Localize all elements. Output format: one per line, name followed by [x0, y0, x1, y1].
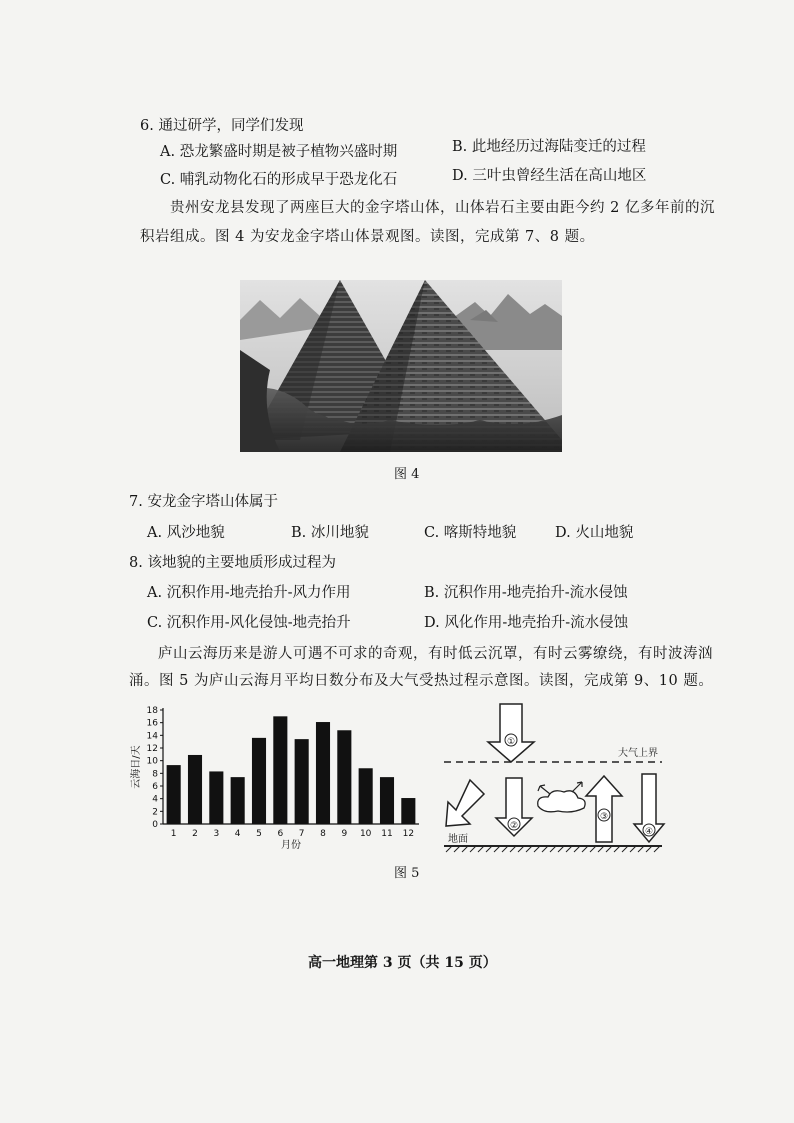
y-tick-label: 8 — [152, 769, 158, 780]
passage2-line1: 庐山云海历来是游人可遇不可求的奇观，有时低云沉罩，有时云雾缭绕，有时波涛汹 — [158, 646, 713, 662]
q6-option-a: A. 恐龙繁盛时期是被子植物兴盛时期 — [160, 144, 398, 160]
y-tick-label: 18 — [146, 706, 158, 716]
bar-month-9 — [337, 730, 351, 824]
x-tick-label: 7 — [298, 829, 305, 839]
y-tick-label: 4 — [152, 794, 158, 805]
svg-text:③: ③ — [599, 812, 609, 822]
x-tick-label: 11 — [381, 829, 393, 839]
q8-stem: 8. 该地貌的主要地质形成过程为 — [129, 555, 336, 571]
figure4-caption: 图 4 — [394, 467, 420, 482]
passage1-line1: 贵州安龙县发现了两座巨大的金字塔山体，山体岩石主要由距今约 2 亿多年前的沉 — [170, 200, 715, 216]
page-footer: 高一地理第 3 页（共 15 页） — [308, 955, 497, 971]
arrow-1-solar-radiation — [488, 704, 534, 762]
y-tick-label: 6 — [152, 782, 158, 792]
q6-option-d: D. 三叶虫曾经生活在高山地区 — [452, 168, 647, 184]
cloud-arrow-right — [572, 782, 582, 792]
y-tick-label: 12 — [146, 744, 158, 754]
bar-month-1 — [167, 765, 181, 824]
x-tick-label: 8 — [320, 829, 326, 839]
q6-stem: 6. 通过研学，同学们发现 — [140, 118, 304, 134]
figure5-caption: 图 5 — [394, 866, 420, 881]
x-tick-label: 1 — [170, 829, 177, 839]
x-axis-label: 月份 — [281, 840, 301, 851]
cloud-icon — [538, 791, 585, 812]
q6-option-c: C. 哺乳动物化石的形成早于恐龙化石 — [160, 172, 398, 188]
y-tick-label: 16 — [146, 718, 158, 729]
bar-month-11 — [380, 777, 394, 824]
bar-month-5 — [252, 738, 266, 824]
x-tick-label: 3 — [213, 829, 220, 839]
bar-month-7 — [295, 739, 309, 824]
svg-text:①: ① — [506, 737, 516, 747]
q7-option-c: C. 喀斯特地貌 — [424, 525, 517, 541]
atmosphere-heating-diagram — [440, 700, 670, 860]
q8-option-c: C. 沉积作用-风化侵蚀-地壳抬升 — [147, 615, 351, 631]
ground-label: 地面 — [448, 834, 468, 845]
bar-month-6 — [273, 716, 287, 824]
x-tick-label: 6 — [277, 829, 284, 839]
y-tick-label: 2 — [152, 807, 158, 818]
x-tick-label: 2 — [192, 829, 198, 839]
y-axis-label: 云海日/天 — [131, 745, 142, 789]
bar-month-4 — [231, 777, 245, 824]
svg-text:②: ② — [509, 821, 519, 831]
bar-month-3 — [209, 771, 223, 824]
x-tick-label: 5 — [256, 829, 262, 839]
q6-option-b: B. 此地经历过海陆变迁的过程 — [452, 139, 646, 155]
svg-text:④: ④ — [644, 827, 654, 837]
bar-month-8 — [316, 722, 330, 824]
x-tick-label: 4 — [234, 829, 241, 839]
q7-stem: 7. 安龙金字塔山体属于 — [129, 494, 278, 510]
x-tick-label: 12 — [402, 829, 415, 839]
figure4-pyramid-mountains-photo — [240, 280, 562, 452]
cloud-arrow-left — [540, 786, 550, 794]
bar-month-2 — [188, 755, 202, 824]
x-tick-label: 10 — [359, 829, 372, 839]
q7-option-a: A. 风沙地貌 — [147, 525, 225, 541]
y-tick-label: 14 — [146, 731, 158, 742]
passage2-line2: 涌。图 5 为庐山云海月平均日数分布及大气受热过程示意图。读图，完成第 9、10 题。 — [129, 673, 714, 689]
q8-option-d: D. 风化作用-地壳抬升-流水侵蚀 — [424, 615, 629, 631]
passage1-line2: 积岩组成。图 4 为安龙金字塔山体景观图。读图，完成第 7、8 题。 — [140, 229, 595, 245]
q8-option-a: A. 沉积作用-地壳抬升-风力作用 — [147, 585, 351, 601]
bar-month-10 — [359, 768, 373, 824]
bar-month-12 — [401, 798, 415, 824]
atmosphere-top-label: 大气上界 — [618, 748, 658, 759]
cloud-sea-days-bar-chart — [125, 700, 425, 860]
y-tick-label: 0 — [152, 820, 158, 830]
q8-option-b: B. 沉积作用-地壳抬升-流水侵蚀 — [424, 585, 628, 601]
reflected-radiation-arrow — [446, 780, 484, 826]
q7-option-d: D. 火山地貌 — [555, 525, 634, 541]
x-tick-label: 9 — [341, 829, 348, 839]
q7-option-b: B. 冰川地貌 — [291, 525, 369, 541]
y-tick-label: 10 — [146, 756, 158, 767]
